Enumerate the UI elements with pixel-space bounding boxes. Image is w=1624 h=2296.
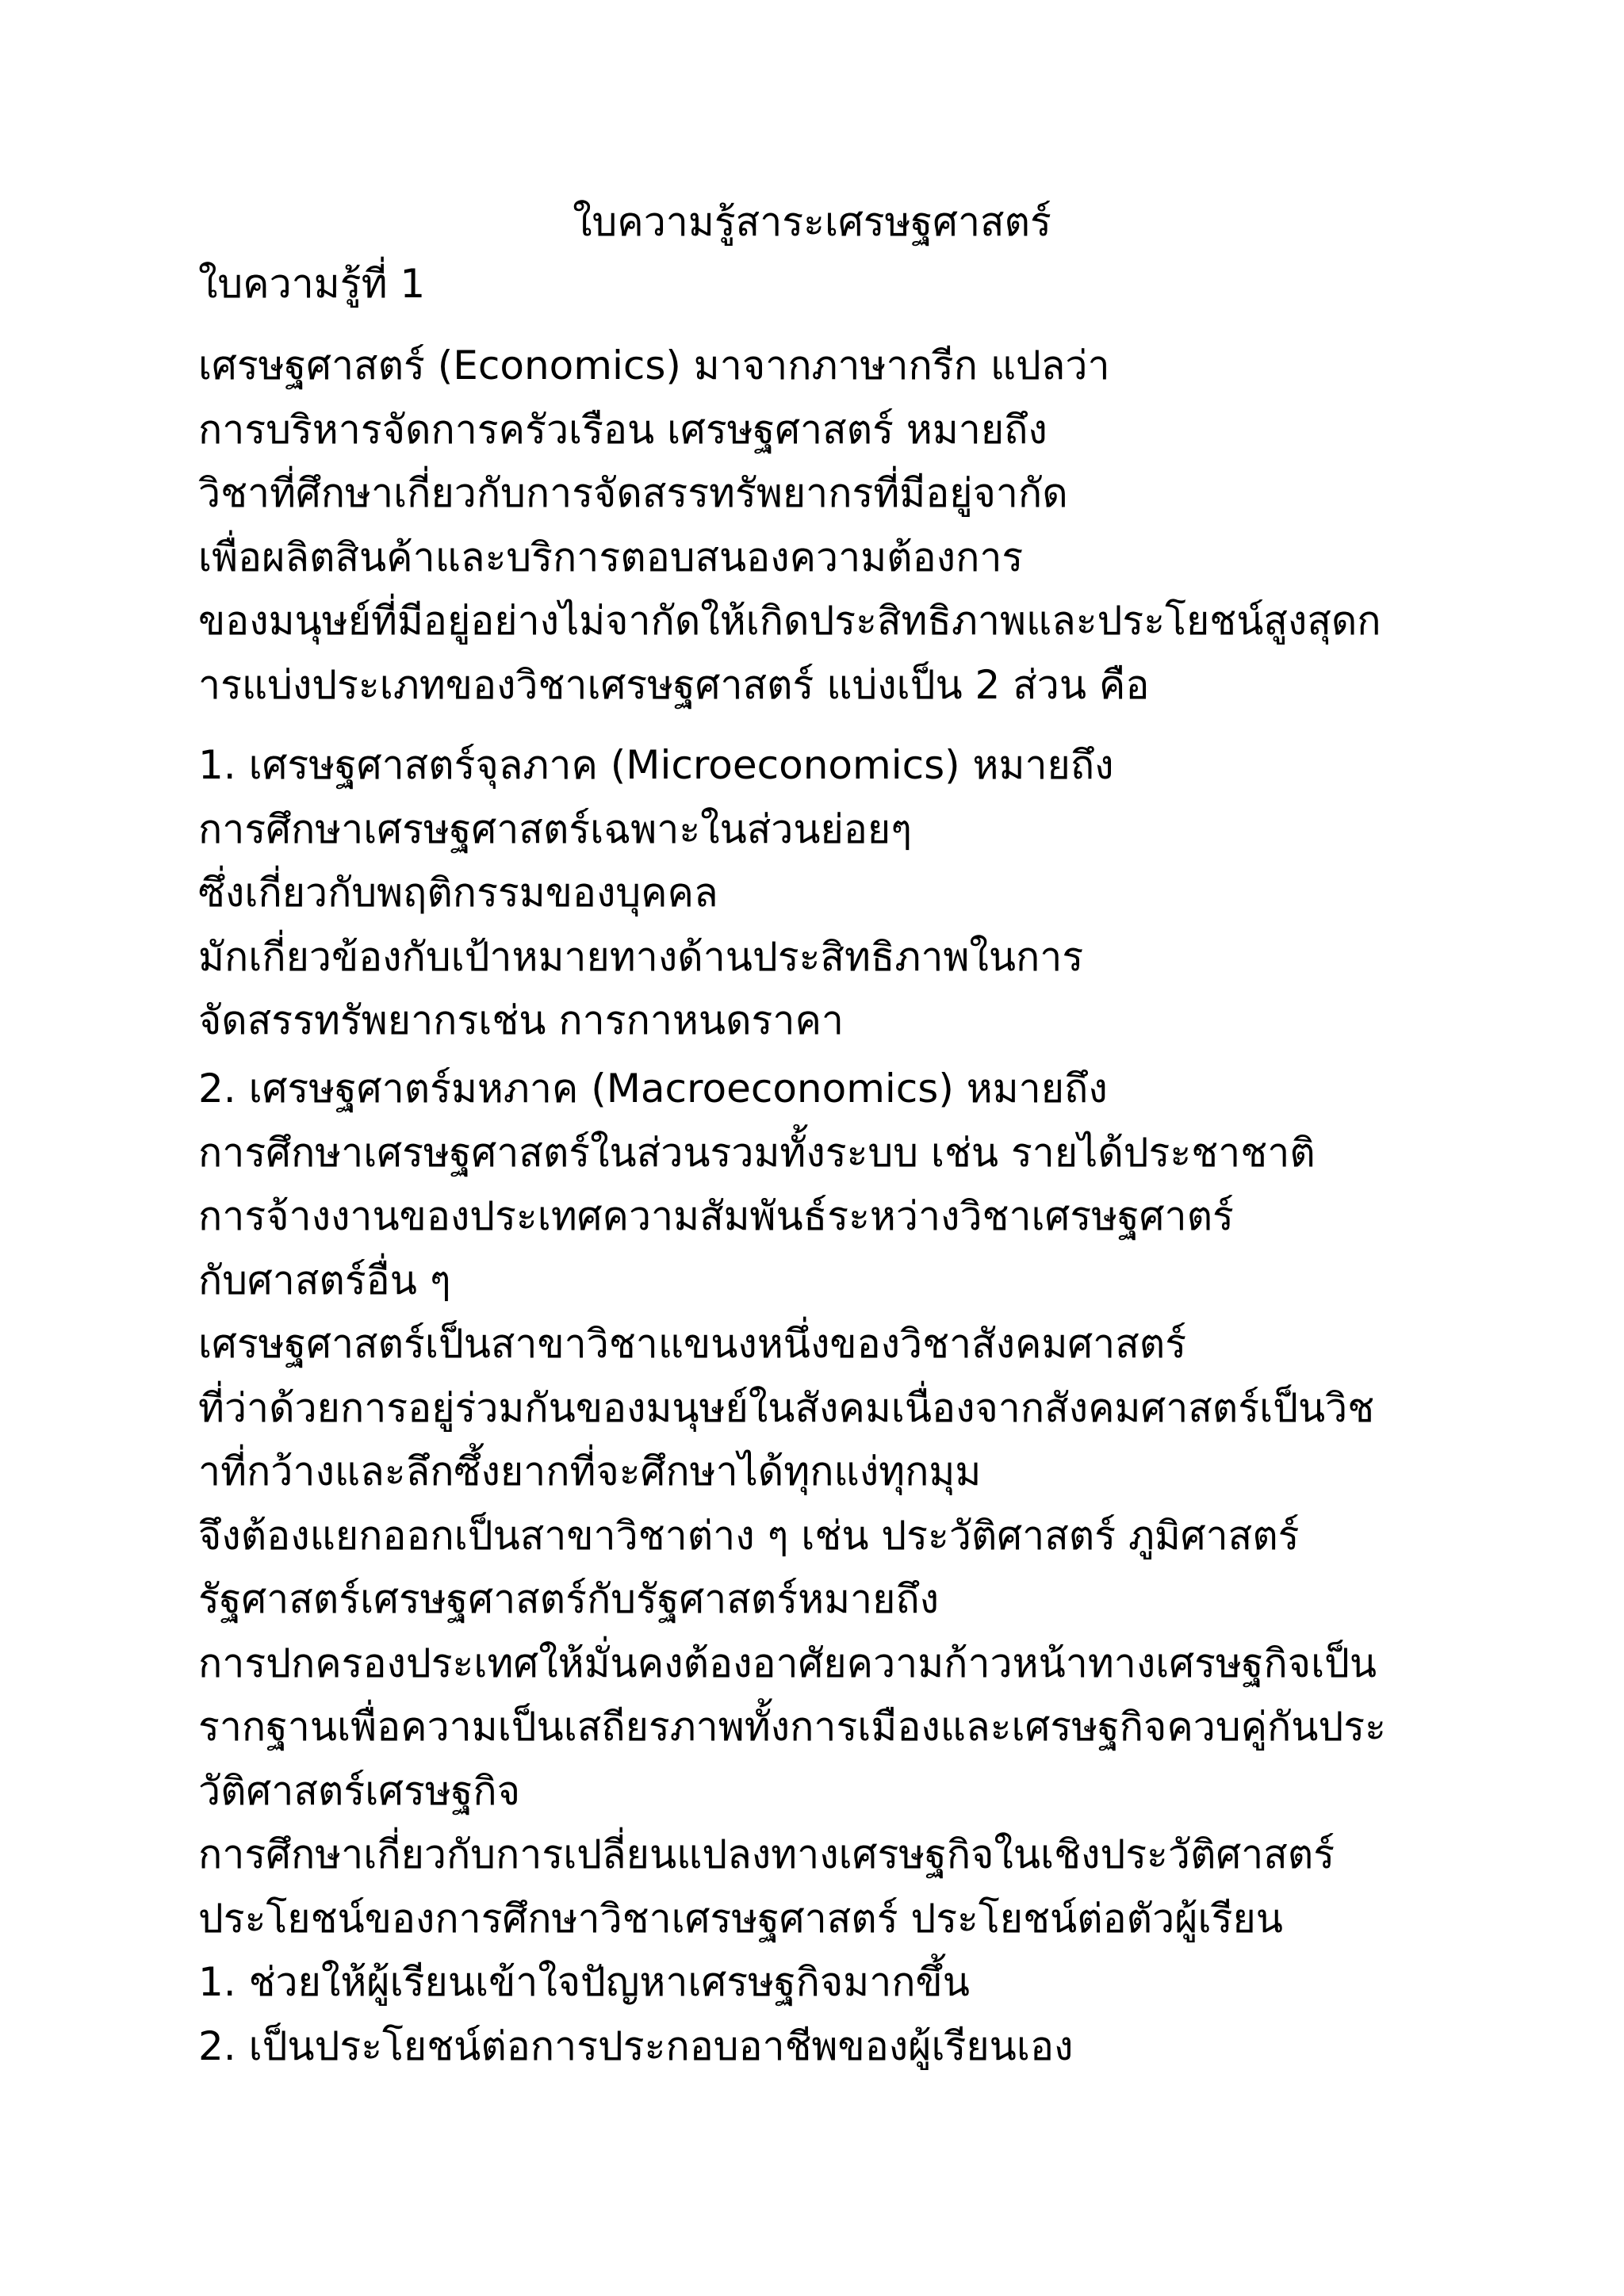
microeconomics-paragraph — [198, 733, 1594, 1053]
text-line: 2. เป็นประโยชน์ต่อการประกอบอาชีพของผู้เรียนเอง — [198, 2022, 1074, 2069]
text-line: เศรษฐศาสตร์เป็นสาขาวิชาแขนงหนึ่งของวิชาสังคมศาสตร์ — [198, 1321, 1187, 1367]
text-line: มักเกี่ยวข้องกับเป้าหมายทางด้านประสิทธิภาพในการ — [198, 933, 1084, 980]
macroeconomics-paragraph — [198, 1057, 1594, 2078]
text-line: กับศาสตร์อื่น ๆ — [198, 1257, 451, 1303]
document-subtitle — [198, 252, 1594, 316]
text-line: ารแบ่งประเภทของวิชาเศรษฐศาสตร์ แบ่งเป็น 2 ส่วน คือ — [198, 661, 1150, 708]
text-line: าที่กว้างและลึกซึ้งยากที่จะศึกษาได้ทุกแง่ทุกมุม — [198, 1448, 982, 1494]
text-line: เพื่อผลิตสินค้าและบริการตอบสนองความต้องการ — [198, 534, 1024, 580]
subtitle-text: ใบความรู้ที่ 1 — [198, 261, 426, 307]
text-line: 1. ช่วยให้ผู้เรียนเข้าใจปัญหาเศรษฐกิจมากขึ้น — [198, 1959, 970, 2005]
text-line: การศึกษาเศรษฐศาสตร์ในส่วนรวมทั้งระบบ เช่น รายได้ประชาชาติ — [198, 1129, 1316, 1176]
text-line: 1. เศรษฐศาสตร์จุลภาค (Microeconomics) หมายถึง — [198, 742, 1114, 788]
intro-paragraph — [198, 334, 1594, 717]
text-line: ที่ว่าด้วยการอยู่ร่วมกันของมนุษย์ในสังคมเนื่องจากสังคมศาสตร์เป็นวิช — [198, 1384, 1375, 1431]
text-line: 2. เศรษฐศาตร์มหภาค (Macroeconomics) หมายถึง — [198, 1066, 1108, 1112]
document-title: ใบความรู้สาระเศรษฐศาสตร์ — [573, 199, 1051, 245]
text-line: วิชาที่ศึกษาเกี่ยวกับการจัดสรรทรัพยากรที่มีอยู่จากัด — [198, 470, 1068, 516]
text-line: เศรษฐศาสตร์ (Economics) มาจากภาษากรีก แปลว่า — [198, 342, 1110, 388]
text-line: จัดสรรทรัพยากรเช่น การกาหนดราคา — [198, 997, 844, 1043]
text-line: การจ้างงานของประเทศความสัมพันธ์ระหว่างวิชาเศรษฐศาตร์ — [198, 1193, 1234, 1239]
text-line: รัฐศาสตร์เศรษฐศาสตร์กับรัฐศาสตร์หมายถึง — [198, 1576, 940, 1622]
text-line: การบริหารจัดการครัวเรือน เศรษฐศาสตร์ หมายถึง — [198, 406, 1048, 453]
text-line: การศึกษาเกี่ยวกับการเปลี่ยนแปลงทางเศรษฐกิจในเชิงประวัติศาสตร์ — [198, 1831, 1335, 1877]
text-line: วัติศาสตร์เศรษฐกิจ — [198, 1767, 521, 1814]
text-line: ซึ่งเกี่ยวกับพฤติกรรมของบุคคล — [198, 870, 718, 916]
text-line: ของมนุษย์ที่มีอยู่อย่างไม่จากัดให้เกิดประสิทธิภาพและประโยชน์สูงสุดก — [198, 598, 1381, 644]
text-line: รากฐานเพื่อความเป็นเสถียรภาพทั้งการเมืองและเศรษฐกิจควบคู่กันประ — [198, 1704, 1386, 1750]
text-line: ประโยชน์ของการศึกษาวิชาเศรษฐศาสตร์ ประโยชน์ต่อตัวผู้เรียน — [198, 1895, 1283, 1942]
text-line: การศึกษาเศรษฐศาสตร์เฉพาะในส่วนย่อยๆ — [198, 806, 913, 852]
text-line: การปกครองประเทศให้มั่นคงต้องอาศัยความก้าวหน้าทางเศรษฐกิจเป็น — [198, 1640, 1377, 1686]
text-line: จึงต้องแยกออกเป็นสาขาวิชาต่าง ๆ เช่น ประวัติศาสตร์ ภูมิศาสตร์ — [198, 1512, 1300, 1559]
